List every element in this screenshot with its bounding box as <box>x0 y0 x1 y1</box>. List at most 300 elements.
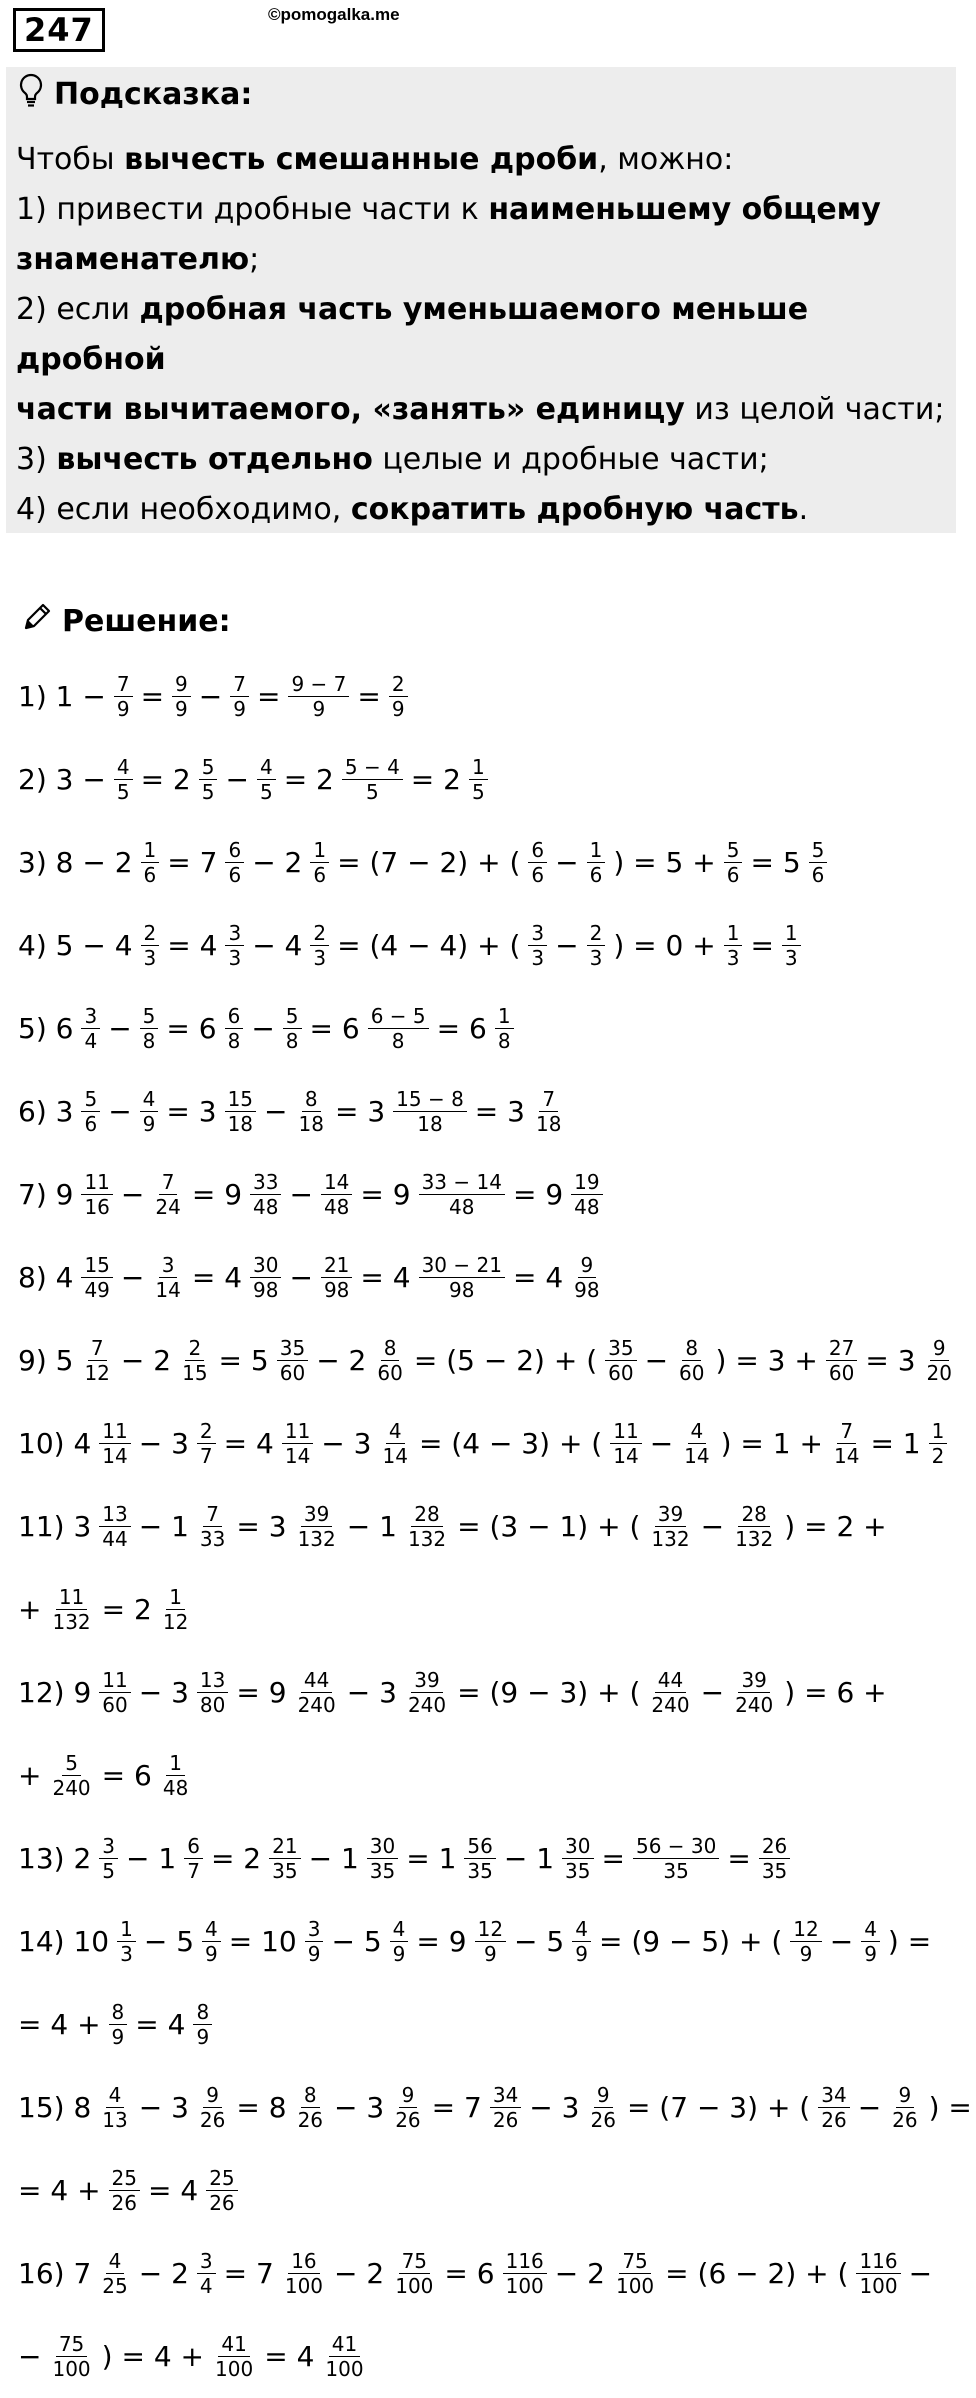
numerator: 9 <box>578 1253 597 1278</box>
numerator: 3 <box>159 1253 178 1278</box>
fraction <box>283 1004 302 1053</box>
fraction <box>269 1834 300 1883</box>
hint-bold-text: вычесть отдельно <box>56 442 373 477</box>
math-text: 12) 9 <box>18 1676 92 1709</box>
fraction <box>99 2083 130 2132</box>
denominator: 98 <box>323 1278 350 1302</box>
denominator: 60 <box>828 1361 855 1385</box>
math-text: − 3 <box>138 1427 189 1460</box>
denominator: 9 <box>391 697 405 721</box>
denominator: 18 <box>535 1112 562 1136</box>
fraction <box>826 1336 857 1385</box>
numerator: 2 <box>310 921 329 946</box>
hint-bold-text: дробная часть уменьшаемого меньше дробной <box>16 292 809 377</box>
fraction <box>199 755 218 804</box>
math-text: + <box>18 1593 42 1626</box>
fraction <box>277 1336 308 1385</box>
denominator: 14 <box>284 1444 311 1468</box>
math-text: = (4 − 3) + ( <box>418 1427 603 1460</box>
fraction <box>99 2249 130 2298</box>
numerator: 30 − 21 <box>419 1253 505 1278</box>
denominator: 9 <box>205 1942 218 1966</box>
fraction <box>99 1502 130 1551</box>
hint-title: Подсказка: <box>54 76 253 112</box>
math-text: ) = 2 + <box>784 1510 887 1543</box>
fraction <box>282 2249 326 2298</box>
math-text: = (5 − 2) + ( <box>413 1344 598 1377</box>
numerator: 9 − 7 <box>288 672 349 697</box>
denominator: 3 <box>143 946 157 970</box>
fraction <box>724 921 743 970</box>
denominator: 26 <box>209 2191 235 2215</box>
numerator: 9 <box>172 672 191 697</box>
numerator: 7 <box>539 1087 558 1112</box>
math-text: = 6 <box>309 1012 360 1045</box>
solution-line <box>14 2149 944 2232</box>
math-text: 1) 1 − <box>18 680 106 713</box>
denominator: 26 <box>111 2191 137 2215</box>
math-text: = 2 <box>283 763 334 796</box>
math-text: 2) 3 − <box>18 763 106 796</box>
numerator: 6 − 5 <box>368 1004 429 1029</box>
numerator: 3 <box>225 921 244 946</box>
numerator: 8 <box>301 2083 320 2108</box>
solution-line <box>14 1236 944 1319</box>
fraction <box>99 1419 130 1468</box>
denominator: 100 <box>859 2274 898 2298</box>
solution-line <box>14 1485 944 1568</box>
math-text: ) = 0 + <box>613 929 716 962</box>
numerator: 1 <box>166 1585 185 1610</box>
denominator: 3 <box>726 946 740 970</box>
solution-line <box>14 1153 944 1236</box>
hint-text-run: целые и дробные части; <box>372 442 769 477</box>
denominator: 8 <box>497 1029 511 1053</box>
numerator: 7 <box>230 672 249 697</box>
fraction <box>613 2249 657 2298</box>
numerator: 7 <box>114 672 133 697</box>
fraction <box>790 1917 821 1966</box>
denominator: 8 <box>227 1029 241 1053</box>
hint-bold-text: части вычитаемого, «занять» единицу <box>16 392 685 427</box>
math-text: − <box>555 846 579 879</box>
denominator: 26 <box>892 2108 918 2132</box>
denominator: 5 <box>471 780 485 804</box>
math-text: = 6 <box>166 1012 217 1045</box>
fraction <box>856 2249 900 2298</box>
denominator: 9 <box>392 1942 406 1966</box>
math-text: = 9 <box>360 1178 411 1211</box>
hint-line <box>16 485 946 535</box>
hint-text <box>16 135 946 535</box>
math-text: = <box>357 680 381 713</box>
math-text: − 1 <box>308 1842 359 1875</box>
math-text: ) = 5 + <box>613 846 716 879</box>
solution-line <box>14 1568 944 1651</box>
denominator: 100 <box>284 2274 324 2298</box>
pencil-icon <box>20 600 54 642</box>
fraction <box>250 1253 281 1302</box>
math-text: + <box>18 1759 42 1792</box>
numerator: 1 <box>495 1004 514 1029</box>
hint-box <box>6 67 956 533</box>
numerator: 56 − 30 <box>633 1834 719 1859</box>
numerator: 12 <box>475 1917 506 1942</box>
fraction <box>390 1917 409 1966</box>
fraction <box>310 921 329 970</box>
solution-line <box>14 2232 944 2315</box>
fraction <box>81 1336 112 1385</box>
fraction <box>109 2166 140 2215</box>
denominator: 8 <box>391 1029 405 1053</box>
math-text: − <box>555 929 579 962</box>
math-text: − <box>289 1261 313 1294</box>
fraction <box>197 1668 228 1717</box>
denominator: 100 <box>325 2357 364 2381</box>
denominator: 6 <box>313 863 327 887</box>
fraction <box>310 838 329 887</box>
fraction <box>81 1004 100 1053</box>
hint-text-run: Чтобы <box>16 142 125 177</box>
numerator: 2 <box>141 921 160 946</box>
fraction <box>405 1668 449 1717</box>
denominator: 6 <box>84 1112 98 1136</box>
fraction <box>140 1087 159 1136</box>
numerator: 116 <box>856 2249 900 2274</box>
fraction <box>152 1170 183 1219</box>
math-text: = 6 <box>436 1012 487 1045</box>
denominator: 24 <box>155 1195 181 1219</box>
denominator: 14 <box>613 1444 639 1468</box>
hint-text-run: 2) если <box>16 292 140 327</box>
denominator: 7 <box>199 1444 213 1468</box>
hint-line <box>16 385 946 435</box>
solution-line <box>14 2315 944 2398</box>
math-text: = (9 − 3) + ( <box>457 1676 641 1709</box>
math-text: − 3 <box>138 2091 189 2124</box>
fraction <box>571 1170 602 1219</box>
math-text: = 4 <box>148 2174 199 2207</box>
numerator: 1 <box>310 838 329 863</box>
solution-line <box>14 2066 972 2149</box>
denominator: 240 <box>407 1693 447 1717</box>
hint-bold-text: сократить дробную часть <box>350 492 799 527</box>
denominator: 13 <box>102 2108 128 2132</box>
fraction <box>393 1087 467 1136</box>
denominator: 240 <box>651 1693 690 1717</box>
denominator: 3 <box>313 946 327 970</box>
math-text: − <box>18 2340 42 2373</box>
numerator: 11 <box>99 1419 130 1444</box>
denominator: 8 <box>285 1029 299 1053</box>
denominator: 18 <box>298 1112 324 1136</box>
math-text: = 8 <box>236 2091 287 2124</box>
numerator: 75 <box>619 2249 650 2274</box>
numerator: 56 <box>464 1834 495 1859</box>
fraction <box>81 1170 112 1219</box>
numerator: 3 <box>99 1834 118 1859</box>
numerator: 1 <box>166 1751 185 1776</box>
numerator: 9 <box>896 2083 915 2108</box>
denominator: 20 <box>926 1361 952 1385</box>
fraction <box>109 2000 128 2049</box>
denominator: 9 <box>116 697 130 721</box>
fraction <box>419 1170 505 1219</box>
denominator: 18 <box>417 1112 443 1136</box>
denominator: 8 <box>142 1029 156 1053</box>
math-text: = 2 <box>140 763 191 796</box>
numerator: 5 <box>62 1751 81 1776</box>
hint-text-run: 1) привести дробные части к <box>16 192 489 227</box>
math-text: − <box>700 1510 725 1543</box>
numerator: 41 <box>329 2332 360 2357</box>
denominator: 48 <box>574 1195 600 1219</box>
hint-text-run: из целой части; <box>684 392 945 427</box>
denominator: 5 <box>259 780 273 804</box>
denominator: 9 <box>575 1942 588 1966</box>
math-text: = 4 <box>167 929 218 962</box>
math-text: = 9 <box>191 1178 243 1211</box>
fraction <box>392 2249 436 2298</box>
numerator: 1 <box>117 1917 136 1942</box>
numerator: 8 <box>109 2000 128 2025</box>
numerator: 1 <box>141 838 160 863</box>
numerator: 8 <box>193 2000 212 2025</box>
numerator: 15 <box>81 1253 112 1278</box>
numerator: 116 <box>503 2249 547 2274</box>
fraction <box>759 1834 790 1883</box>
math-text: − 5 <box>143 1925 195 1958</box>
fraction <box>193 2000 212 2049</box>
denominator: 14 <box>382 1444 408 1468</box>
solution-line <box>14 1319 952 1402</box>
numerator: 4 <box>386 1419 405 1444</box>
numerator: 8 <box>381 1336 400 1361</box>
math-text: 3) 8 − 2 <box>18 846 133 879</box>
fraction <box>889 2083 920 2132</box>
numerator: 1 <box>724 921 743 946</box>
denominator: 6 <box>228 863 242 887</box>
fraction <box>732 1668 776 1717</box>
math-text: = 4 <box>264 2340 315 2373</box>
math-text: = (4 − 4) + ( <box>337 929 521 962</box>
math-text: − <box>108 1095 132 1128</box>
denominator: 26 <box>199 2108 226 2132</box>
math-text: ) = <box>928 2091 972 2124</box>
denominator: 60 <box>679 1361 705 1385</box>
math-text: = 4 <box>360 1261 411 1294</box>
math-text: = 7 <box>167 846 218 879</box>
numerator: 9 <box>594 2083 613 2108</box>
fraction <box>184 1834 203 1883</box>
math-text: = (9 − 5) + ( <box>598 1925 783 1958</box>
fraction <box>212 2332 256 2381</box>
fraction <box>782 921 801 970</box>
fraction <box>861 1917 880 1966</box>
numerator: 4 <box>140 1087 159 1112</box>
fraction <box>368 1004 429 1053</box>
fraction <box>202 1917 221 1966</box>
numerator: 25 <box>206 2166 237 2191</box>
numerator: 30 <box>250 1253 281 1278</box>
numerator: 41 <box>218 2332 249 2357</box>
math-text: 14) 10 <box>18 1925 110 1958</box>
fraction <box>809 838 828 887</box>
fraction <box>197 1502 228 1551</box>
numerator: 5 <box>724 838 743 863</box>
fraction <box>464 1834 495 1883</box>
math-text: = 6 <box>101 1759 152 1792</box>
solution-line <box>14 1070 944 1153</box>
math-text: − 4 <box>252 929 303 962</box>
numerator: 11 <box>99 1668 130 1693</box>
fraction <box>295 2083 326 2132</box>
math-text: − 3 <box>529 2091 580 2124</box>
numerator: 11 <box>282 1419 313 1444</box>
numerator: 5 <box>199 755 218 780</box>
solution-body <box>14 655 972 2398</box>
math-text: 8) 4 <box>18 1261 74 1294</box>
denominator: 26 <box>821 2108 847 2132</box>
math-text: = 4 <box>223 1427 274 1460</box>
fraction <box>296 1087 327 1136</box>
fraction <box>389 672 408 721</box>
denominator: 6 <box>811 863 825 887</box>
math-text: − <box>289 1178 313 1211</box>
numerator: 2 <box>185 1336 204 1361</box>
numerator: 2 <box>197 1419 216 1444</box>
numerator: 33 <box>250 1170 281 1195</box>
fraction <box>405 1502 449 1551</box>
denominator: 14 <box>833 1444 860 1468</box>
hint-line <box>16 435 946 485</box>
math-text: − 1 <box>138 1510 189 1543</box>
numerator: 39 <box>738 1668 769 1693</box>
math-text: 10) 4 <box>18 1427 92 1460</box>
math-text: = <box>256 680 281 713</box>
numerator: 5 <box>140 1004 159 1029</box>
numerator: 6 <box>225 1004 244 1029</box>
lightbulb-icon <box>18 73 44 115</box>
fraction <box>305 1917 324 1966</box>
fraction <box>321 1170 352 1219</box>
denominator: 100 <box>395 2274 434 2298</box>
fraction <box>681 1419 712 1468</box>
numerator: 28 <box>738 1502 769 1527</box>
denominator: 240 <box>735 1693 774 1717</box>
numerator: 5 <box>283 1004 302 1029</box>
denominator: 3 <box>531 946 545 970</box>
numerator: 3 <box>197 2249 216 2274</box>
numerator: 30 <box>367 1834 398 1859</box>
numerator: 21 <box>321 1253 352 1278</box>
solution-line <box>14 821 944 904</box>
math-text: − <box>120 1178 145 1211</box>
denominator: 12 <box>162 1610 189 1634</box>
math-text: 6) 3 <box>18 1095 74 1128</box>
fraction <box>172 672 191 721</box>
denominator: 98 <box>253 1278 279 1302</box>
denominator: 35 <box>663 1859 689 1883</box>
math-text: = <box>140 680 165 713</box>
fraction <box>648 1502 692 1551</box>
math-text: = 4 <box>191 1261 243 1294</box>
math-text: − 2 <box>120 1344 172 1377</box>
denominator: 9 <box>233 697 246 721</box>
numerator: 4 <box>106 2083 125 2108</box>
denominator: 9 <box>111 2025 125 2049</box>
numerator: 44 <box>655 1668 686 1693</box>
fraction <box>469 755 488 804</box>
fraction <box>929 1419 948 1468</box>
numerator: 34 <box>818 2083 849 2108</box>
fraction <box>81 1253 112 1302</box>
math-text: = 9 <box>416 1925 467 1958</box>
math-text: ) = 6 + <box>784 1676 887 1709</box>
denominator: 35 <box>369 1859 396 1883</box>
numerator: 7 <box>88 1336 107 1361</box>
numerator: 2 <box>389 672 408 697</box>
fraction <box>295 1668 339 1717</box>
hint-bold-text: наименьшему общему <box>488 192 881 227</box>
numerator: 5 <box>809 838 828 863</box>
denominator: 100 <box>505 2274 544 2298</box>
fraction <box>528 921 547 970</box>
denominator: 9 <box>312 697 326 721</box>
solution-title: Решение: <box>62 603 231 639</box>
math-text: = 1 <box>870 1427 921 1460</box>
math-text: = 4 + <box>18 2008 101 2041</box>
denominator: 100 <box>615 2274 655 2298</box>
math-text: − <box>644 1344 669 1377</box>
fraction <box>648 1668 692 1717</box>
denominator: 35 <box>565 1859 591 1883</box>
numerator: 1 <box>782 921 801 946</box>
denominator: 9 <box>175 697 188 721</box>
numerator: 1 <box>929 1419 948 1444</box>
numerator: 4 <box>688 1419 707 1444</box>
denominator: 49 <box>84 1278 110 1302</box>
fraction <box>732 1502 776 1551</box>
numerator: 15 − 8 <box>393 1087 467 1112</box>
denominator: 9 <box>196 2025 210 2049</box>
denominator: 60 <box>608 1361 634 1385</box>
numerator: 3 <box>305 1917 324 1942</box>
denominator: 18 <box>227 1112 254 1136</box>
solution-line <box>14 904 944 987</box>
hint-bold-text: вычесть смешанные дроби <box>124 142 599 177</box>
fraction <box>533 1087 564 1136</box>
hint-text-run: . <box>798 492 809 527</box>
math-text: 5) 6 <box>18 1012 74 1045</box>
fraction <box>587 2083 618 2132</box>
math-text: 11) 3 <box>18 1510 92 1543</box>
numerator: 6 <box>225 838 244 863</box>
math-text: = 3 <box>865 1344 916 1377</box>
math-text: − <box>198 680 223 713</box>
denominator: 25 <box>102 2274 128 2298</box>
numerator: 6 <box>184 1834 203 1859</box>
denominator: 48 <box>323 1195 350 1219</box>
hint-text-run: 4) если необходимо, <box>16 492 351 527</box>
math-text: − <box>120 1261 145 1294</box>
fraction <box>724 838 743 887</box>
math-text: = 5 <box>218 1344 269 1377</box>
denominator: 15 <box>182 1361 208 1385</box>
fraction <box>495 1004 514 1053</box>
denominator: 6 <box>589 863 603 887</box>
denominator: 60 <box>102 1693 128 1717</box>
